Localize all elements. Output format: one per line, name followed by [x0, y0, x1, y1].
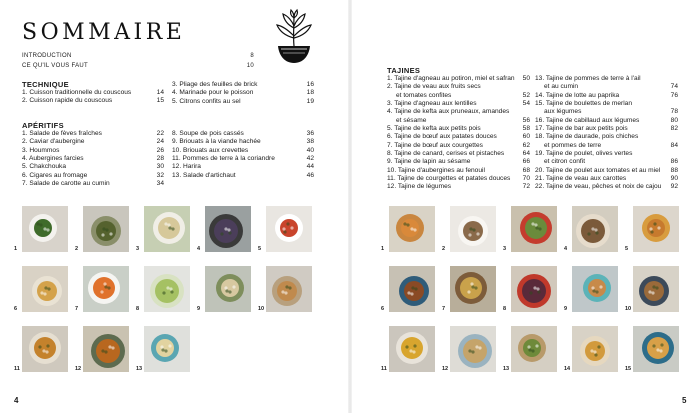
- toc-entry-page: 56: [522, 116, 530, 124]
- dish-thumbnail: [633, 266, 679, 312]
- dish-thumbnail: [144, 326, 190, 372]
- technique-list-col1: [22, 89, 164, 106]
- toc-entry[interactable]: [535, 183, 678, 191]
- toc-entry-page: 50: [522, 75, 530, 82]
- dish-thumbnail: [144, 206, 190, 252]
- toc-entry-page: [668, 150, 678, 158]
- photo-number: 3: [136, 246, 140, 252]
- toc-entry[interactable]: [535, 142, 678, 150]
- toc-entry-page: 32: [156, 171, 164, 179]
- toc-entry[interactable]: [387, 167, 530, 175]
- dish-thumbnail: [511, 206, 557, 252]
- section-heading-aperitifs: APÉRITIFS: [22, 121, 64, 130]
- toc-entry-page: 88: [670, 166, 678, 174]
- toc-entry-page: 24: [156, 138, 164, 146]
- toc-entry[interactable]: [172, 81, 314, 89]
- toc-entry-page: 42: [306, 155, 314, 163]
- dish-thumbnail: [389, 326, 435, 372]
- toc-entry[interactable]: [22, 147, 164, 155]
- toc-entry[interactable]: [22, 172, 164, 180]
- toc-entry[interactable]: [172, 172, 314, 180]
- toc-entry-label: 16. Tajine de cabillaud aux légumes: [535, 116, 640, 124]
- toc-entry-label: 13. Salade d'artichaut: [172, 171, 236, 179]
- toc-entry-label: 4. Tajine de kefta aux pruneaux, amandes: [387, 108, 510, 116]
- section-heading-tajines: TAJINES: [387, 66, 421, 75]
- toc-entry-label: 3. Tajine d'agneau aux lentilles: [387, 100, 477, 108]
- toc-entry-label: 13. Tajine de pommes de terre à l'ail: [535, 75, 641, 82]
- dish-thumbnail: [22, 326, 68, 372]
- toc-entry-label: et sésame: [396, 116, 427, 124]
- toc-entry-page: 78: [670, 108, 678, 116]
- toc-entry-page: 28: [156, 155, 164, 163]
- toc-entry-label: 4. Marinade pour le poisson: [172, 89, 254, 97]
- toc-entry[interactable]: [22, 155, 164, 163]
- toc-entry-label: et tomates confites: [396, 91, 452, 99]
- toc-entry[interactable]: [535, 117, 678, 125]
- aperitifs-list-col2: [172, 130, 314, 180]
- toc-entry-page: 62: [522, 141, 530, 149]
- aperitifs-list-col1: [22, 130, 164, 188]
- toc-entry-page: 16: [306, 81, 314, 88]
- toc-entry-label: 7. Salade de carotte au cumin: [22, 180, 110, 188]
- dish-thumbnail: [633, 326, 679, 372]
- photo-number: 10: [258, 306, 265, 312]
- page-number: 5: [682, 396, 687, 405]
- photo-number: 2: [75, 246, 79, 252]
- toc-entry-label: 15. Tajine de boulettes de merlan: [535, 100, 633, 108]
- dish-thumbnail: [572, 326, 618, 372]
- photo-number: 8: [503, 306, 507, 312]
- section-heading-technique: TECHNIQUE: [22, 80, 69, 89]
- toc-entry-page: 26: [156, 146, 164, 154]
- toc-entry-page: 18: [306, 89, 314, 97]
- toc-entry[interactable]: [22, 130, 164, 138]
- toc-entry-label: 8. Soupe de pois cassés: [172, 130, 244, 137]
- right-page: [350, 0, 700, 413]
- toc-entry-label: 19. Tajine de poulet, olives vertes: [535, 150, 633, 158]
- dish-thumbnail: [22, 206, 68, 252]
- toc-entry-label: 11. Tajine de courgettes et patates douces: [387, 175, 511, 183]
- toc-entry-label: et au cumin: [544, 83, 579, 91]
- dish-thumbnail: [389, 266, 435, 312]
- toc-entry-label: 5. Citrons confits au sel: [172, 97, 241, 105]
- toc-entry-label: 1. Cuisson traditionnelle du couscous: [22, 89, 132, 96]
- toc-entry[interactable]: [172, 98, 314, 106]
- photo-number: 7: [442, 306, 446, 312]
- photo-number: 11: [381, 366, 387, 372]
- toc-entry-page: 38: [306, 138, 314, 146]
- toc-entry-label: 10. Tajine d'aubergines au fenouil: [387, 166, 485, 174]
- photo-number: 15: [625, 366, 632, 372]
- dish-thumbnail: [266, 206, 312, 252]
- photo-number: 12: [442, 366, 449, 372]
- dish-thumbnail: [205, 206, 251, 252]
- photo-number: 10: [625, 306, 632, 312]
- toc-entry[interactable]: [387, 100, 530, 108]
- photo-number: 8: [136, 306, 140, 312]
- toc-entry[interactable]: [387, 150, 530, 158]
- toc-entry-label: 20. Tajine de poulet aux tomates et au miel: [535, 166, 661, 174]
- dish-thumbnail: [22, 266, 68, 312]
- toc-entry[interactable]: [535, 75, 678, 83]
- page-title: SOMMAIRE: [22, 20, 186, 45]
- toc-entry[interactable]: [535, 125, 678, 133]
- toc-entry-label: 11. Pommes de terre à la coriandre: [172, 155, 275, 163]
- photo-number: 4: [197, 246, 201, 252]
- toc-entry[interactable]: [172, 89, 314, 97]
- toc-entry[interactable]: [535, 133, 678, 141]
- toc-entry-label: aux légumes: [544, 108, 582, 116]
- photo-number: 6: [381, 306, 385, 312]
- toc-entry[interactable]: [535, 100, 678, 108]
- toc-entry-page: 30: [156, 163, 164, 171]
- toc-entry-label: et pommes de terre: [544, 141, 602, 149]
- toc-entry-page: 46: [306, 171, 314, 179]
- toc-entry[interactable]: [535, 92, 678, 100]
- toc-entry-label: 14. Tajine de lotte au paprika: [535, 91, 620, 99]
- toc-entry-label: 2. Cuisson rapide du couscous: [22, 97, 113, 105]
- toc-entry[interactable]: [22, 97, 164, 105]
- toc-entry[interactable]: [387, 183, 530, 191]
- photo-number: 12: [75, 366, 82, 372]
- photo-number: 14: [564, 366, 571, 372]
- toc-entry-page: 44: [306, 163, 314, 171]
- toc-entry-label: 22. Tajine de veau, pêches et noix de cajou: [535, 183, 662, 191]
- toc-entry-label: 6. Tajine de bœuf aux patates douces: [387, 133, 497, 141]
- toc-entry[interactable]: [387, 142, 530, 150]
- photo-number: 9: [564, 306, 568, 312]
- toc-entry-label: 10. Briouats aux crevettes: [172, 146, 249, 154]
- toc-entry-page: 19: [306, 97, 314, 105]
- toc-entry[interactable]: [387, 108, 530, 116]
- toc-entry-label: 17. Tajine de bar aux petits pois: [535, 125, 628, 133]
- dish-thumbnail: [83, 206, 129, 252]
- toc-entry[interactable]: [535, 158, 678, 166]
- toc-entry-label: 2. Caviar d'aubergine: [22, 138, 85, 146]
- toc-entry[interactable]: [387, 92, 530, 100]
- toc-entry-label: 1. Tajine d'agneau au potiron, miel et safran: [387, 75, 515, 82]
- toc-entry-page: 86: [670, 158, 678, 166]
- toc-entry[interactable]: [535, 167, 678, 175]
- toc-entry[interactable]: [535, 150, 678, 158]
- toc-entry-page: [668, 75, 678, 83]
- toc-entry-page: 72: [522, 183, 530, 191]
- toc-entry-page: 80: [670, 116, 678, 124]
- page-number: 4: [14, 396, 19, 405]
- toc-entry-page: 66: [522, 158, 530, 166]
- dish-thumbnail: [450, 266, 496, 312]
- toc-entry-page: 34: [156, 180, 164, 188]
- toc-entry-page: 22: [156, 130, 164, 137]
- toc-entry[interactable]: [22, 138, 164, 146]
- toc-entry[interactable]: [535, 83, 678, 91]
- photo-number: 13: [136, 366, 143, 372]
- toc-entry-label: 3. Hoummos: [22, 146, 60, 154]
- photo-number: 1: [381, 246, 385, 252]
- toc-entry-page: 70: [522, 175, 530, 183]
- photo-number: 3: [503, 246, 507, 252]
- dish-thumbnail: [572, 266, 618, 312]
- toc-entry[interactable]: [22, 163, 164, 171]
- dish-thumbnail: [511, 326, 557, 372]
- photo-number: 6: [14, 306, 18, 312]
- toc-entry[interactable]: [387, 158, 530, 166]
- dish-thumbnail: [633, 206, 679, 252]
- toc-entry-page: [668, 100, 678, 108]
- toc-entry-page: 64: [522, 150, 530, 158]
- toc-entry[interactable]: [535, 108, 678, 116]
- toc-entry[interactable]: [387, 117, 530, 125]
- photo-number: 2: [442, 246, 446, 252]
- toc-entry-page: [520, 83, 530, 91]
- intro-label: CE QU'IL VOUS FAUT: [22, 63, 89, 69]
- toc-entry[interactable]: [535, 175, 678, 183]
- toc-entry-label: 5. Tajine de kefta aux petits pois: [387, 125, 481, 133]
- toc-entry-label: 7. Tajine de bœuf aux courgettes: [387, 141, 483, 149]
- toc-entry-label: 12. Tajine de légumes: [387, 183, 452, 191]
- toc-entry-label: 9. Tajine de lapin au sésame: [387, 158, 471, 166]
- intro-row[interactable]: [22, 63, 254, 69]
- toc-entry-page: 76: [670, 91, 678, 99]
- photo-number: 4: [564, 246, 568, 252]
- photo-number: 13: [503, 366, 510, 372]
- tajines-list-col1: [387, 75, 530, 192]
- photo-number: 9: [197, 306, 201, 312]
- toc-entry[interactable]: [387, 125, 530, 133]
- toc-entry-label: 8. Tajine de canard, cerises et pistaches: [387, 150, 505, 158]
- toc-entry-page: 36: [306, 130, 314, 137]
- herb-bowl-illustration: [272, 8, 316, 70]
- toc-entry[interactable]: [172, 163, 314, 171]
- toc-entry-label: 1. Salade de fèves fraîches: [22, 130, 102, 137]
- toc-entry-label: 5. Chakchouka: [22, 163, 66, 171]
- dish-thumbnail: [511, 266, 557, 312]
- photo-number: 11: [14, 366, 20, 372]
- toc-entry-label: 3. Pliage des feuilles de brick: [172, 81, 258, 88]
- toc-entry-label: 21. Tajine de veau aux carottes: [535, 175, 627, 183]
- toc-entry-label: 12. Harira: [172, 163, 201, 171]
- toc-entry-label: et citron confit: [544, 158, 586, 166]
- intro-page: 8: [250, 53, 254, 59]
- toc-entry-page: 90: [670, 175, 678, 183]
- toc-entry[interactable]: [387, 133, 530, 141]
- toc-entry-page: 92: [670, 183, 678, 191]
- toc-entry[interactable]: [22, 180, 164, 188]
- toc-entry[interactable]: [387, 75, 530, 83]
- toc-entry-page: 68: [522, 166, 530, 174]
- toc-entry-page: 52: [522, 91, 530, 99]
- tajines-list-col2: [535, 75, 678, 192]
- toc-entry-page: 40: [306, 146, 314, 154]
- dish-thumbnail: [389, 206, 435, 252]
- dish-thumbnail: [450, 326, 496, 372]
- dish-thumbnail: [450, 206, 496, 252]
- toc-entry-page: [520, 108, 530, 116]
- dish-thumbnail: [144, 266, 190, 312]
- toc-entry-page: [668, 133, 678, 141]
- intro-row[interactable]: [22, 53, 254, 59]
- intro-page: 10: [246, 63, 254, 69]
- dish-thumbnail: [572, 206, 618, 252]
- toc-entry-label: 4. Aubergines farcies: [22, 155, 84, 163]
- toc-entry[interactable]: [387, 175, 530, 183]
- toc-entry-label: 18. Tajine de daurade, pois chiches: [535, 133, 639, 141]
- dish-thumbnail: [205, 266, 251, 312]
- toc-entry-page: 74: [670, 83, 678, 91]
- intro-label: INTRODUCTION: [22, 53, 72, 59]
- dish-thumbnail: [83, 326, 129, 372]
- toc-entry-page: 58: [522, 125, 530, 133]
- photo-number: 7: [75, 306, 79, 312]
- toc-entry-page: 84: [670, 141, 678, 149]
- toc-entry-page: 15: [156, 97, 164, 105]
- photo-number: 1: [14, 246, 18, 252]
- toc-entry[interactable]: [22, 89, 164, 97]
- photo-number: 5: [258, 246, 262, 252]
- toc-entry-label: 2. Tajine de veau aux fruits secs: [387, 83, 481, 91]
- toc-entry[interactable]: [387, 83, 530, 91]
- toc-entry-page: 82: [670, 125, 678, 133]
- dish-thumbnail: [83, 266, 129, 312]
- toc-entry[interactable]: [172, 138, 314, 146]
- toc-entry-page: 54: [522, 100, 530, 108]
- photo-number: 5: [625, 246, 629, 252]
- toc-entry[interactable]: [172, 130, 314, 138]
- toc-entry-label: 9. Briouats à la viande hachée: [172, 138, 261, 146]
- toc-entry[interactable]: [172, 155, 314, 163]
- toc-entry-page: 14: [156, 89, 164, 96]
- toc-entry[interactable]: [172, 147, 314, 155]
- toc-entry-page: 60: [522, 133, 530, 141]
- dish-thumbnail: [266, 266, 312, 312]
- toc-entry-label: 6. Cigares au fromage: [22, 171, 88, 179]
- technique-list-col2: [172, 81, 314, 106]
